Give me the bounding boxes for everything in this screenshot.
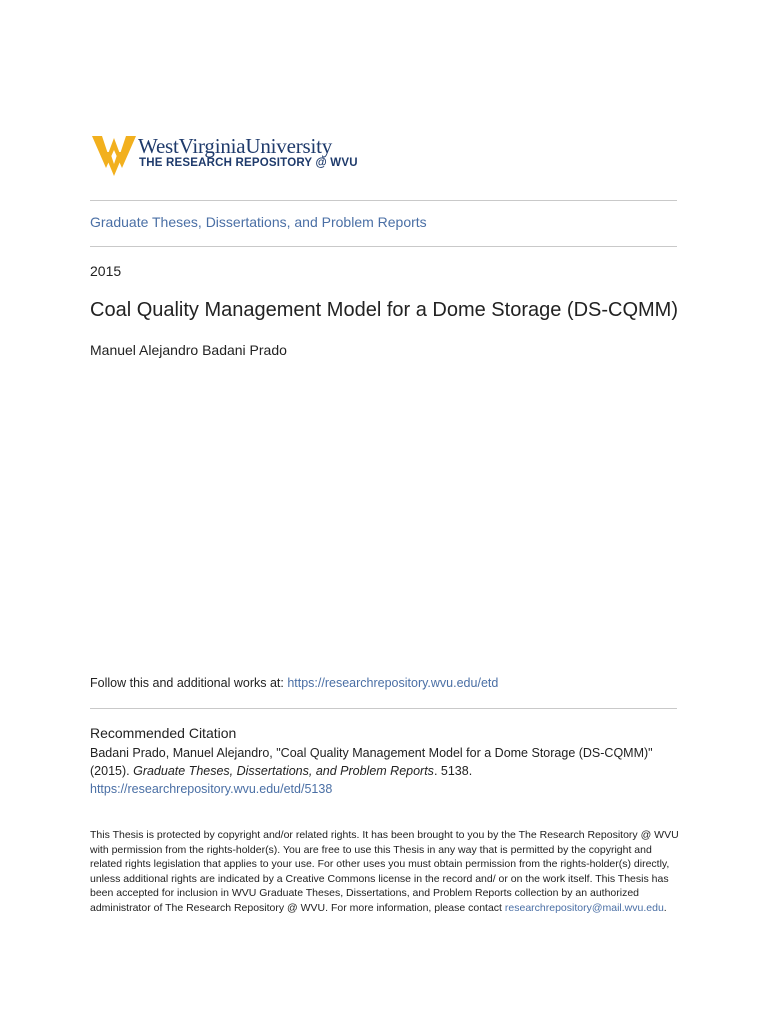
contact-email-link[interactable]: researchrepository@mail.wvu.edu [504, 901, 664, 914]
document-title: Coal Quality Management Model for a Dome Storage (DS-CQMM) [90, 299, 678, 321]
university-name: WestVirginiaUniversity [138, 134, 333, 158]
notice-end: . [663, 901, 667, 914]
citation-journal: Graduate Theses, Dissertations, and Problem Reports [133, 764, 434, 778]
citation-text: Badani Prado, Manuel Alejandro, "Coal Quality Management Model for a Dome Storage (DS-CQMM)" (2015). [90, 746, 653, 778]
repository-etd-link[interactable]: https://researchrepository.wvu.edu/etd [287, 676, 499, 690]
divider [90, 246, 677, 247]
flying-wv-icon [90, 130, 138, 178]
repository-name: THE RESEARCH REPOSITORY @ WVU [139, 157, 358, 169]
follow-prefix: Follow this and additional works at: [90, 676, 288, 690]
citation-block [90, 744, 680, 798]
divider [90, 200, 677, 201]
citation-number: . 5138. [433, 764, 473, 778]
citation-heading: Recommended Citation [90, 725, 237, 741]
citation-link[interactable]: https://researchrepository.wvu.edu/etd/5138 [90, 782, 333, 796]
series-link[interactable]: Graduate Theses, Dissertations, and Problem Reports [90, 214, 427, 230]
publication-year: 2015 [90, 263, 122, 279]
wvu-logo[interactable] [90, 130, 390, 180]
copyright-notice [90, 828, 680, 915]
follow-line [90, 676, 498, 690]
document-author: Manuel Alejandro Badani Prado [90, 342, 287, 358]
notice-text: This Thesis is protected by copyright and/or related rights. It has been brought to you by the The Research Repository @ WVU with permission from the rights-holder(s). You are free to use this Thesis in any way that is permitted by the copyright and related rights legislation that applies to your use. For other uses you must obtain permission from the rights-holder(s) directly, unless additional rights are indicated by a Creative Commons license in the record and/ or on the work itself. This Thesis has been accepted for inclusion in WVU Graduate Theses, Dissertations, and Problem Reports collection by an authorized administrator of The Research Repository @ WVU. For more information, please contact [90, 829, 679, 914]
divider [90, 708, 677, 709]
